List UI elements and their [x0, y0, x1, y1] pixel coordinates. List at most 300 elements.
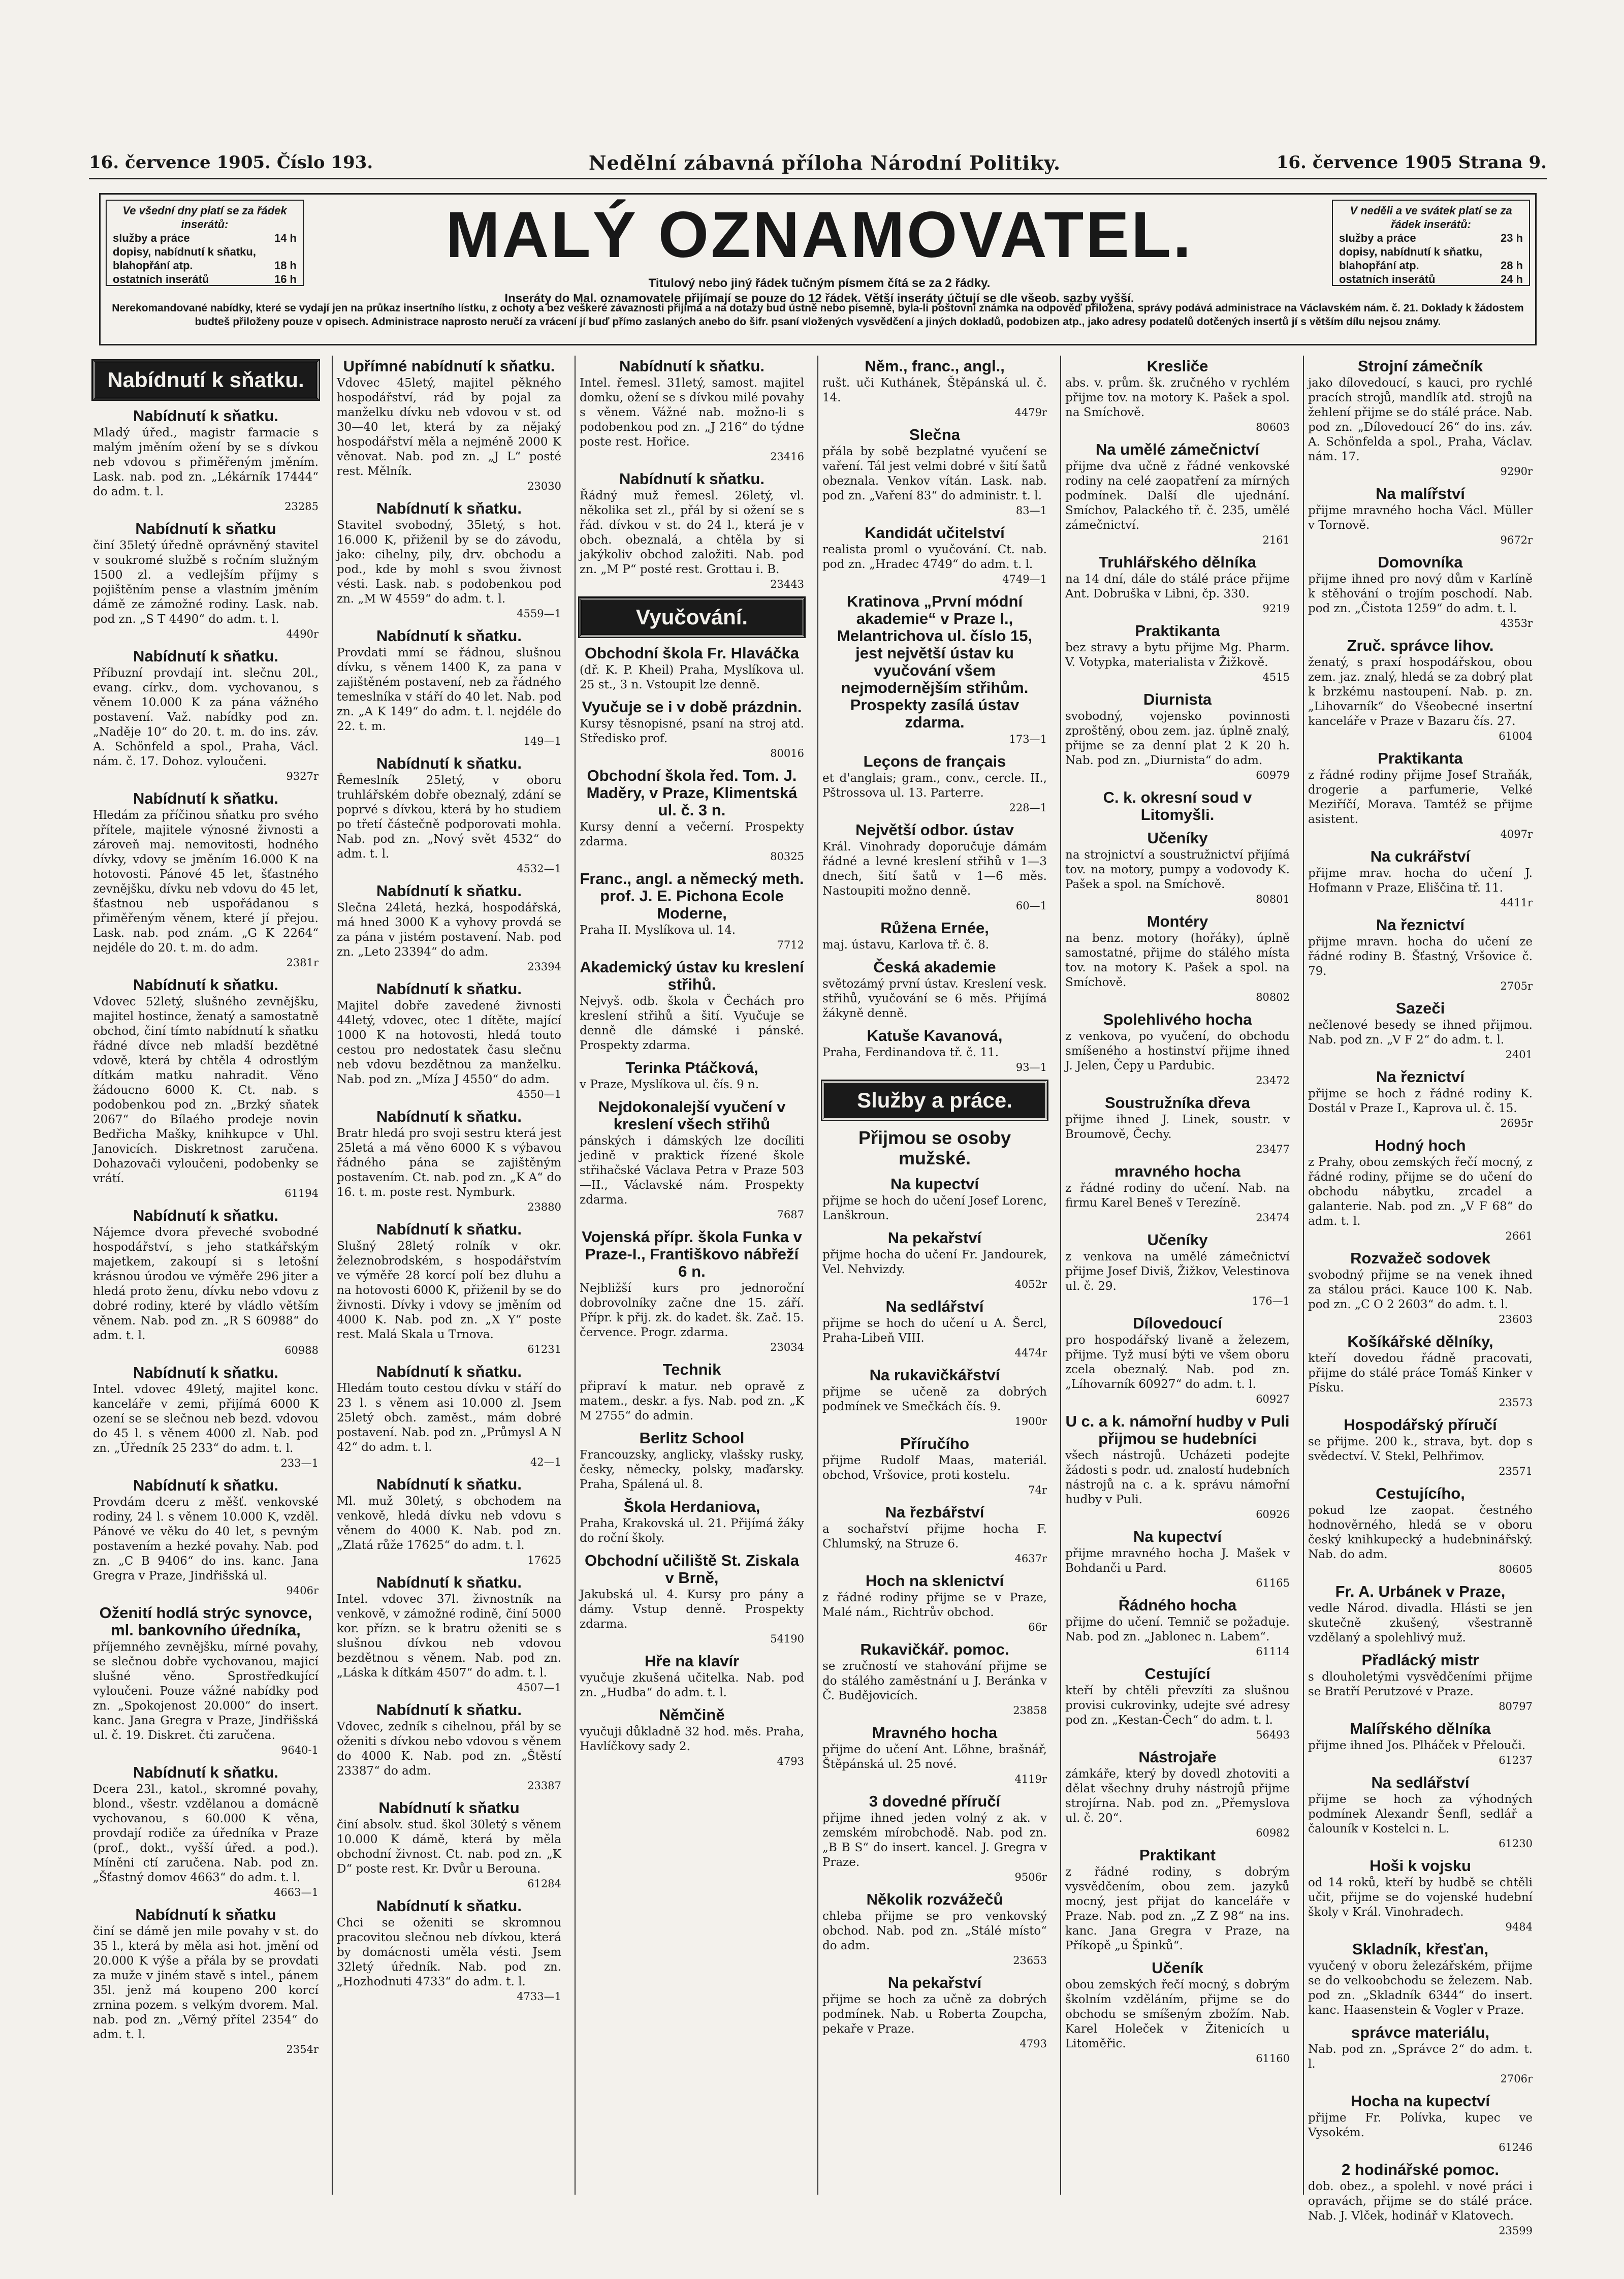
column-3 [575, 356, 808, 2195]
classified-ad [822, 753, 1047, 815]
classified-ad [580, 959, 804, 1053]
classified-ad [1308, 916, 1533, 994]
ad-text: abs. v. prům. šk. zručného v rychlém přijme tov. na motory K. Pašek a spol. na Smíchově. [1065, 376, 1290, 419]
classified-ad [822, 1891, 1047, 1968]
ad-text: přijme se hoch z řádné rodiny K. Dostál v Praze I., Kaprova ul. č. 15. [1308, 1087, 1533, 1115]
ad-code: 7687 [777, 1209, 804, 1221]
ad-code: 4663—1 [274, 1886, 319, 1898]
ad-heading: Na malířství [1376, 485, 1465, 502]
classified-ad [337, 1574, 561, 1695]
ad-heading: Učeníky [1147, 829, 1208, 847]
ad-code: 2401 [1505, 1049, 1533, 1061]
ad-text: činí absolv. stud. škol 30letý s věnem 10.000 K dámě, která by měla obchodní živnost. Ct. nab. pod zn. „K D“ poste rest. Kr. Dvůr u Berouna. [337, 1818, 561, 1876]
ad-code: 60—1 [1015, 900, 1047, 912]
ad-code: 4097r [1500, 828, 1533, 840]
classified-ad [1065, 830, 1290, 907]
ad-text: pro hospodářský livaně a železem, přijme. Tyž musí býti ve všem oboru zcela obeznalý. Nab. pod zn. „Líhovarník 60927“ do adm. t. l. [1065, 1334, 1290, 1391]
ad-heading: Nabídnutí k sňatku [135, 520, 276, 537]
ad-heading: Domovníka [1378, 553, 1463, 571]
classified-ad [822, 593, 1047, 747]
ad-heading: Na umělé zámečnictví [1095, 440, 1260, 458]
ad-text: Provdati mmí se řádnou, slušnou dívku, s věnem 1400 K, za pana v zajištěném postavení, neb za řádného temeslníka v stáří do 40 let. Nab. pod zn. „A K 149“ do adm. t. l. nejdéle do 22. t. m. [337, 646, 561, 733]
ad-text: Vdovec 45letý, majitel pěkného hospodářství, rád by pojal za manželku dívku neb vdovou v st. od 30—40 let, která by za nějaký hospodářství měla a nejméně 2000 K věnovat. Nab. pod zn. „J L“ posté rest. Mělník. [337, 376, 561, 478]
classified-ad [1065, 358, 1290, 435]
ad-code: 80603 [1256, 421, 1290, 433]
ad-heading: 3 dovedné příručí [869, 1792, 1001, 1810]
ad-text: z řádné rodiny přijme Josef Straňák, drogerie a parfumerie, Velké Meziříčí, Morava. Tamtéž se přijme asistent. [1308, 769, 1533, 826]
classified-ad [580, 1498, 804, 1546]
section-services-heading: Služby a práce. [822, 1081, 1047, 1120]
ad-text: přijme Rudolf Maas, materiál. obchod, Vršovice, proti kostelu. [822, 1454, 1047, 1482]
rates-weekday-box [106, 200, 304, 286]
ad-heading: Malířského dělníka [1350, 1720, 1491, 1737]
ad-heading: U c. a k. námořní hudby v Puli přijmou se hudebníci [1065, 1412, 1290, 1447]
ad-heading: C. k. okresní soud v Litomyšli. [1103, 788, 1252, 824]
ad-code: 4479r [1014, 406, 1047, 419]
ad-code: 23387 [527, 1780, 561, 1792]
ad-heading: Praktikant [1139, 1846, 1216, 1864]
classified-ad [337, 755, 561, 876]
ad-heading: Nabídnutí k sňatku [135, 1906, 276, 1923]
ad-code: 2706r [1500, 2073, 1533, 2085]
classified-ad [93, 1477, 319, 1598]
column-6 [1303, 356, 1537, 2237]
column-2 [332, 356, 565, 2195]
ad-text: Dcera 23l., katol., skromné povahy, blond., všestr. vzdělanou a domácně vychovanou, s 60.000 K věna, provdají rodiče za úředníka v Praze (prof., dokt., vyšší úřed. a pod.). Míněni ctí zaručena. Nab. pod zn. „Šťastný domov 4663“ do adm. t. l. [93, 1783, 319, 1884]
ad-code: 4411r [1500, 897, 1533, 909]
classified-ad [1065, 1528, 1290, 1591]
ad-heading: Strojní zámečník [1357, 357, 1483, 375]
ad-text: Praha, Krakovská ul. 21. Přijímá žáky do roční školy. [580, 1517, 804, 1545]
ad-code: 23416 [770, 451, 804, 463]
classified-ad [93, 1906, 319, 2057]
ad-heading: Řádného hocha [1118, 1596, 1237, 1614]
ad-text: přijme mrav. hocha do učení J. Hofmann v Praze, Eliščina tř. 11. [1308, 867, 1533, 895]
classified-ad [1065, 441, 1290, 548]
classified-ad [1308, 1583, 1533, 1645]
ad-code: 23034 [770, 1341, 804, 1353]
classified-ad [1065, 1597, 1290, 1659]
ad-list [337, 358, 561, 2004]
ad-heading: Nabídnutí k sňatku. [619, 357, 765, 375]
classified-ad [1065, 1413, 1290, 1522]
ad-heading: Nabídnutí k sňatku. [133, 1763, 278, 1781]
classified-ad [1065, 554, 1290, 616]
ad-code: 2381r [286, 957, 319, 969]
ad-heading: Na rukavičkářství [869, 1366, 1000, 1384]
ad-code: 2354r [286, 2043, 319, 2055]
ad-text: Nejbližší kurs pro jednoroční dobrovolníky začne dne 15. září. Přípr. k přij. zk. do kadet. šk. Zač. 15. července. Progr. zdarma. [580, 1282, 804, 1339]
ad-code: 60927 [1256, 1393, 1290, 1405]
ad-code: 9672r [1500, 534, 1533, 546]
classified-ad [1065, 1094, 1290, 1157]
header-right: 16. července 1905 Strana 9. [1276, 152, 1547, 173]
ad-text: se zručností ve stahování přijme se do stálého zaměstnání u J. Beránka v Č. Budějovicích. [822, 1660, 1047, 1702]
classified-ad [1308, 1333, 1533, 1410]
ad-code: 4474r [1014, 1347, 1047, 1359]
ad-code: 9290r [1500, 465, 1533, 478]
ad-code: 176—1 [1252, 1295, 1290, 1307]
ad-code: 4052r [1014, 1278, 1047, 1290]
classified-ad [580, 1361, 804, 1423]
ad-heading: Oženití hodlá strýc synovce, ml. bankovního úředníka, [99, 1604, 312, 1639]
ad-code: 23472 [1256, 1074, 1290, 1087]
ad-code: 173—1 [1009, 733, 1047, 745]
ad-code: 61004 [1499, 730, 1533, 742]
ad-heading: Montéry [1147, 912, 1208, 930]
ad-text: vyučuje zkušená učitelka. Nab. pod zn. „Hudba“ do adm. t. l. [580, 1671, 804, 1699]
rates-weekday-row: služby a práce 14 h [113, 232, 297, 244]
ad-code: 83—1 [1015, 504, 1047, 517]
classified-ad [93, 520, 319, 642]
ad-heading: Nabídnutí k sňatku. [133, 976, 278, 994]
ad-heading: Nabídnutí k sňatku. [376, 1107, 522, 1125]
ad-code: 7712 [777, 939, 804, 951]
ad-code: 4559—1 [517, 608, 561, 620]
ad-heading: Nejdokonalejší vyučení v kreslení všech střihů [598, 1098, 786, 1133]
classified-ad [822, 1027, 1047, 1075]
ad-heading: Kandidát učitelství [865, 524, 1005, 542]
ad-text: dob. obez., a spolehl. v nové práci i opravách, přijme se do stálé práce. Nab. J. Vlček, hodinář v Klatovech. [1308, 2180, 1533, 2223]
ad-code: 233—1 [280, 1457, 319, 1469]
ad-heading: Upřímné nabídnutí k sňatku. [343, 357, 555, 375]
ad-code: 228—1 [1009, 802, 1047, 814]
ad-text: v Praze, Myslíkova ul. čís. 9 n. [580, 1078, 759, 1091]
classified-ad [822, 1504, 1047, 1566]
classified-ad [822, 1724, 1047, 1787]
ad-code: 61160 [1256, 2052, 1290, 2065]
classified-ad [1308, 2093, 1533, 2155]
ad-code: 4637r [1014, 1553, 1047, 1565]
ad-code: 23571 [1499, 1465, 1533, 1477]
ad-heading: Hoch na sklenictví [865, 1572, 1004, 1590]
ad-heading: Obchodní škola řed. Tom. J. Maděry, v Praze, Klimentská ul. č. 3 n. [586, 767, 798, 819]
classified-ad [1308, 1774, 1533, 1851]
ad-text: připraví k matur. neb opravě z matem., deskr. a fys. Nab. pod zn. „K M 2755“ do admin. [580, 1380, 804, 1422]
classified-ad [1065, 1749, 1290, 1841]
ad-heading: Nabídnutí k sňatku. [376, 754, 522, 772]
classified-ad [1065, 1231, 1290, 1309]
ad-heading: Fr. A. Urbánek v Praze, [1335, 1582, 1506, 1600]
ad-code: 4119r [1014, 1773, 1047, 1785]
classified-ad [1308, 1720, 1533, 1768]
classified-ad [822, 1229, 1047, 1292]
ad-code: 23880 [527, 1201, 561, 1213]
ad-text: přijme mravného hocha J. Mašek v Bohdanči u Pard. [1065, 1547, 1290, 1575]
ad-heading: Hocha na kupectví [1351, 2092, 1490, 2110]
ad-text: přijme se hoch za učně za dobrých podmínek. Nab. u Roberta Zoupcha, pekaře v Praze. [822, 1993, 1047, 2036]
ad-heading: Nabídnutí k sňatku. [376, 1363, 522, 1380]
classified-ad [580, 1098, 804, 1222]
classified-ad [1308, 554, 1533, 631]
ad-text: Řemeslník 25letý, v oboru truhlářském dobře obeznalý, zdání se poprvé s dívkou, která by ho studiem po třetí částečně podporovati mohla. Nab. pod zn. „Nový svět 4532“ do adm. t. l. [337, 774, 561, 861]
ad-heading: Nabídnutí k sňatku. [133, 407, 278, 425]
ad-heading: Příručího [900, 1435, 970, 1452]
ad-text: Slušný 28letý rolník v okr. železnobrodském, s hospodářstvím ve výměře 28 korcí polí bez dluhu a na hotovosti 6000 K, přiženil by se do živnosti. Dívky i vdovy se jměním od 4000 K. Nab. pod zn. „X Y“ poste rest. Malá Skala u Trnova. [337, 1240, 561, 1341]
classified-ad [1308, 1485, 1533, 1577]
classified-ad [1065, 1959, 1290, 2066]
ad-text: činí 35letý úředně oprávněný stavitel v soukromé službě s ročním služným 1500 zl. a vedlejším příjmy s pojištěním pense a vlastním jměním dámě ze zámožné rodiny. Lask. nab. pod zn. „S T 4490“ do adm. t. l. [93, 539, 319, 626]
classified-ad [580, 870, 804, 953]
classified-ad [1308, 1137, 1533, 1244]
classified-ad [1308, 485, 1533, 548]
ad-heading: Hoši k vojsku [1370, 1857, 1471, 1875]
ad-text: z Prahy, obou zemských řečí mocný, z řádné rodiny, přijme se do učení do obchodu nábytku, zrcadel a galanterie. Nab. pod zn. „V F 68“ do adm. t. l. [1308, 1156, 1533, 1228]
ad-text: Kursy denní a večerní. Prospekty zdarma. [580, 820, 804, 848]
ad-text: Král. Vinohrady doporučuje dámám řádné a levné kreslení střihů v 1—3 dnech, šití šatů v 1—6 měs. Nastoupiti možno denně. [822, 840, 1047, 898]
ad-code: 56493 [1256, 1729, 1290, 1741]
classified-ad [822, 1641, 1047, 1718]
classified-ad [93, 407, 319, 514]
ad-heading: Nabídnutí k sňatku. [133, 789, 278, 807]
ad-heading: Škola Herdaniova, [623, 1498, 760, 1515]
ad-text: zámkáře, který by dovedl zhotoviti a dělat všechny druhy nástrojů přijme strojírna. Nab. pod zn. „Přemyslova ul. č. 20“. [1065, 1767, 1290, 1825]
ad-text: ženatý, s praxí hospodářskou, obou zem. jaz. znalý, hledá se za dobrý plat k brzkému nastoupení. Nab. p. zn. „Lihovarník“ do Všeobecné insertní kanceláře v Praze v Bazaru čís. 27. [1308, 656, 1533, 728]
classified-ad [1308, 2024, 1533, 2086]
ad-text: chleba přijme se pro venkovský obchod. Nab. pod zn. „Stálé místo“ do adm. [822, 1910, 1047, 1952]
ad-heading: Na sedlářství [1371, 1774, 1470, 1791]
ad-heading: Technik [662, 1360, 721, 1378]
ad-code: 9506r [1014, 1871, 1047, 1883]
ad-heading: Na pekařství [887, 1974, 982, 1991]
section-marriage-heading: Nabídnutí k sňatku. [93, 361, 319, 399]
ad-text: Intel. vdovec 37l. živnostník na venkově, v zámožné rodině, činí 5000 kor. přízn. se k bratru oženiti se s slušnou dívkou neb vdovou bezdětnou s věnem. Nab. pod zn. „Láska k dítkám 4507“ do adm. t. l. [337, 1593, 561, 1680]
classified-ad [337, 1221, 561, 1357]
classified-ad [337, 1108, 561, 1215]
ad-code: 23474 [1256, 1212, 1290, 1224]
ad-text: přijme do učení. Temnič se požaduje. Nab. pod zn. „Jablonec n. Labem“. [1065, 1616, 1290, 1643]
ad-code: 23477 [1256, 1143, 1290, 1155]
ad-heading: Skladník, křesťan, [1352, 1940, 1489, 1958]
ad-heading: Cestující [1144, 1665, 1211, 1683]
ad-code: 2161 [1262, 534, 1290, 546]
classified-ad [93, 1764, 319, 1900]
ad-text: přijme ihned pro nový dům v Karlíně k stěhování o trojím poschodí. Nab. pod zn. „Čistota 1259“ do adm. t. l. [1308, 573, 1533, 615]
ad-heading: Leçons de français [863, 752, 1006, 770]
ad-code: 93—1 [1015, 1061, 1047, 1073]
classified-ad [1065, 622, 1290, 685]
ad-heading: Největší odbor. ústav [855, 821, 1014, 839]
ad-code: 60926 [1256, 1508, 1290, 1521]
ad-code: 74r [1028, 1484, 1047, 1496]
ad-heading: Vojenská přípr. škola Funka v Praze-I., Františkovo nábřeží 6 n. [582, 1228, 802, 1280]
ad-heading: Košíkářské dělníky, [1347, 1333, 1493, 1350]
classified-ad [580, 699, 804, 761]
classified-ad [1065, 1163, 1290, 1225]
ad-heading: Praktikanta [1378, 749, 1463, 767]
rates-sunday-row: blahopřání atp. 28 h [1339, 259, 1523, 272]
ad-code: 60979 [1256, 769, 1290, 781]
ad-text: Intel. řemesl. 31letý, samost. majitel domku, ožení se s dívkou milé povahy s věnem. Vážné nab. možno-li s podobenkou pod zn. „J 216“ do týdne poste rest. Hořice. [580, 376, 804, 449]
rates-weekday-row: blahopřání atp. 18 h [113, 259, 297, 272]
classified-ad [1308, 848, 1533, 910]
ad-text: svobodný, vojensko povinnosti zproštěný, obou zem. jaz. úplně znalý, přijme se za denní plat 2 K 20 h. Nab. pod zn. „Diurnista“ do adm. [1065, 710, 1290, 767]
ad-code: 4793 [1020, 2038, 1047, 2050]
ad-list [1308, 358, 1533, 2238]
classified-ad [1065, 1011, 1290, 1088]
classified-ad [580, 1706, 804, 1769]
ad-code: 66r [1028, 1621, 1047, 1633]
classified-ad [580, 1228, 804, 1355]
ad-heading: Praktikanta [1135, 622, 1220, 640]
ad-text: realista proml o vyučování. Ct. nab. pod zn. „Hradec 4749“ do adm. t. l. [822, 543, 1047, 571]
ad-text: přijme mravného hocha Václ. Müller v Tornově. [1308, 504, 1533, 532]
ad-text: Slečna 24letá, hezká, hospodářská, má hned 3000 K a vyhovy provdá se za pána v jistém postavení. Nab. pod zn. „Leto 23394“ do adm. [337, 901, 561, 959]
ad-text: rušt. uči Kuthánek, Štěpánská ul. č. 14. [822, 376, 1047, 404]
ad-code: 42—1 [530, 1456, 561, 1468]
ad-code: 23285 [284, 500, 319, 513]
classified-ad [580, 645, 804, 692]
ad-heading: Na kupectví [1133, 1528, 1222, 1545]
classified-ad [822, 1176, 1047, 1223]
ad-heading: Kratinova „První módní akademie“ v Praze I., Melantrichova ul. číslo 15, jest největší ústav ku vyučování všem nejmodernějším střihům. Prospekty zasílá ústav zdarma. [837, 592, 1033, 731]
classified-ad [1065, 789, 1290, 824]
section-teaching-heading: Vyučování. [580, 598, 804, 637]
ad-code: 80802 [1256, 991, 1290, 1003]
ad-heading: Berlitz School [639, 1429, 745, 1447]
masthead [99, 193, 1537, 345]
classified-ad [93, 1604, 319, 1758]
ad-code: 9640-1 [281, 1744, 319, 1756]
classified-ad [1308, 1250, 1533, 1327]
ad-code: 9484 [1505, 1921, 1533, 1933]
ad-heading: Slečna [909, 426, 960, 444]
ad-heading: Nabídnutí k sňatku. [376, 1475, 522, 1493]
ad-code: 23394 [527, 961, 561, 973]
ad-text: Praha II. Myslíkova ul. 14. [580, 924, 736, 937]
ad-code: 4749—1 [1002, 573, 1047, 585]
classified-ad [1308, 750, 1533, 842]
ad-code: 2661 [1505, 1230, 1533, 1242]
classified-ad [822, 1572, 1047, 1635]
column-5 [1060, 356, 1294, 2195]
classified-ad [337, 358, 561, 494]
ad-text: Nejvyš. odb. škola v Čechách pro kreslení střihů a šití. Vyučuje se denně dle dámské i pánské. Prospekty zdarma. [580, 995, 804, 1052]
classified-ad [1308, 1941, 1533, 2018]
section-men-wanted-heading: Přijmou se osoby mužské. [858, 1127, 1011, 1168]
classified-ad [93, 790, 319, 970]
ad-text: svobodný přijme se na venek ihned za stálou práci. Kauce 100 K. Nab. pod zn. „C O 2 2603“ do adm. t. l. [1308, 1269, 1533, 1311]
ad-code: 9219 [1262, 603, 1290, 615]
classified-ad [337, 1701, 561, 1793]
ad-heading: Na pekařství [887, 1229, 982, 1247]
ad-code: 61237 [1499, 1754, 1533, 1766]
ad-heading: Truhlářského dělníka [1098, 553, 1257, 571]
ad-text: z řádné rodiny přijme se v Praze, Malé nám., Richtrův obchod. [822, 1591, 1047, 1619]
ad-text: přijme dva učně z řádné venkovské rodiny na celé zaopatření za mírných podmínek. Další dle ujednání. Smíchov, Palackého tř. č. 235, umělé zámečnictví. [1065, 460, 1290, 532]
ad-text: kteří dovedou řádně pracovati, přijme do stálé práce Tomáš Kinker v Písku. [1308, 1352, 1533, 1395]
ad-text: přijme se učeně za dobrých podmínek ve Smečkách čís. 9. [822, 1385, 1047, 1413]
ad-heading: Přadlácký mistr [1361, 1651, 1479, 1669]
classified-ad [93, 1207, 319, 1358]
classified-ad [1308, 358, 1533, 479]
ad-code: 4550—1 [517, 1088, 561, 1100]
ad-heading: správce materiálu, [1351, 2023, 1490, 2041]
ad-heading: Nabídnutí k sňatku. [376, 499, 522, 517]
ad-heading: Hodný hoch [1375, 1136, 1466, 1154]
ad-text: Provdám dceru z měšť. venkovské rodiny, 24 l. s věnem 10.000 K, vzděl. Pánové ve věku do 40 let, s pevným postavením a hezké povahy. Nab. pod zn. „C B 9406“ do ins. kanc. Jana Gregra v Praze, Jindřišská ul. [93, 1496, 319, 1582]
ad-text: bez stravy a bytu přijme Mg. Pharm. V. Votypka, materialista v Žižkově. [1065, 641, 1290, 669]
ad-text: přijme ihned Jos. Plháček v Přelouči. [1308, 1739, 1526, 1752]
ad-heading: Němčině [659, 1706, 725, 1724]
ad-code: 1900r [1014, 1415, 1047, 1428]
ad-heading: Nabídnutí k sňatku. [376, 627, 522, 645]
ad-text: Nab. pod zn. „Správce 2“ do adm. t. l. [1308, 2043, 1533, 2071]
ad-code: 17625 [527, 1554, 561, 1566]
classified-ad [822, 1793, 1047, 1885]
ad-code: 23573 [1499, 1397, 1533, 1409]
ad-heading: Mravného hocha [872, 1724, 998, 1742]
ad-list [822, 1176, 1047, 2051]
ad-text: pánských i dámských lze docíliti jedině v praktick řízené škole střihačské Václava Petra v Praze 503—II., Václavské nám. Prospekty zdarma. [580, 1134, 804, 1207]
classified-ad [580, 358, 804, 464]
ad-code: 4490r [286, 628, 319, 640]
ad-heading: Dílovedoucí [1133, 1314, 1222, 1332]
ad-text: Chci se oženiti se skromnou pracovitou slečnou neb dívkou, která by domácnosti uměla vésti. Jsem 32letý úředník. Nab. pod zn. „Hozhodnuti 4733“ do adm. t. l. [337, 1916, 561, 1988]
rates-sunday-row: služby a práce 23 h [1339, 232, 1523, 244]
classified-ad [1308, 637, 1533, 744]
classified-ad [1065, 1847, 1290, 1953]
classified-ad [822, 426, 1047, 518]
classified-ad [822, 920, 1047, 953]
ad-list [93, 407, 319, 2057]
ad-heading: 2 hodinářské pomoc. [1341, 2161, 1500, 2178]
ad-heading: Nabídnutí k sňatku. [133, 1207, 278, 1224]
ad-text: pokud lze zaopat. čestného hodnověrného, hledá se v oboru český knihkupecký a hudebninářský. Nab. do adm. [1308, 1504, 1533, 1561]
header-left: 16. července 1905. Číslo 193. [89, 152, 373, 173]
ad-heading: Vyučuje se i v době prázdnin. [582, 698, 802, 716]
classified-ad [337, 980, 561, 1102]
ad-heading: Nabídnutí k sňatku [378, 1799, 520, 1817]
ad-code: 4733—1 [517, 1990, 561, 2003]
ad-text: Řádný muž řemesl. 26letý, vl. několika set zl., přál by si ožení se s řád. dívkou v st. do 24 l., která je v obch. obeznalá, a chtěla by si jakýkoliv obchod založiti. Nab. pod zn. „M P“ posté rest. Grottau i. B. [580, 489, 804, 576]
ad-text: Hledám touto cestou dívku v stáří do 23 l. s věnem asi 10.000 zl. Jsem 25letý obch. zaměst., mám dobré postavení. Nab. pod zn. „Průmysl A N 42“ do adm. t. l. [337, 1382, 561, 1454]
classified-ad [93, 976, 319, 1201]
ad-text: činí se dámě jen mile povahy v st. do 35 l., která by měla asi hot. jmění od 20.000 K výše a přála by se provdati za muže v jiném stavě s intel., pánem 35l. jenž má koupeno 200 korcí zrnina pozem. s velkým dvorem. Mal. nab. pod zn. „Věrný přítel 2354“ do adm. t. l. [93, 1925, 319, 2041]
ad-code: 61230 [1499, 1838, 1533, 1850]
ad-heading: Zruč. správce lihov. [1347, 637, 1494, 654]
classified-ad [1065, 913, 1290, 1005]
ad-heading: Nabídnutí k sňatku. [376, 1701, 522, 1719]
ad-code: 23443 [770, 578, 804, 590]
ad-code: 23653 [1013, 1954, 1047, 1967]
ad-code: 23858 [1013, 1704, 1047, 1717]
header-center: Nedělní zábavná příloha Národní Politiky. [588, 151, 1061, 174]
ad-text: přála by sobě bezplatné vyučení se vaření. Tál jest velmi dobré v šití šatů obeznala. Venkov vítán. Lask. nab. pod zn. „Vaření 83“ do administr. t. l. [822, 445, 1047, 502]
ad-heading: Nabídnutí k sňatku. [133, 647, 278, 665]
ad-code: 61284 [527, 1878, 561, 1890]
ad-heading: Diurnista [1143, 690, 1212, 708]
classified-ad [822, 358, 1047, 420]
ad-text: z venkova, po vyučení, do obchodu smíšeného a hostinství přijme ihned J. Jelen, Čepy u Pardubic. [1065, 1030, 1290, 1072]
classified-ad [93, 648, 319, 784]
ad-code: 9406r [286, 1585, 319, 1597]
ad-code: 4507—1 [517, 1682, 561, 1694]
ad-text: Vdovec 52letý, slušného zevnějšku, majitel hostince, ženatý a samostatně obchod, činí tímto nabídnutí k sňatku řádné dívce neb mladší bezdětné vdově, která by chtěla 4 odrostlým dítkám matku nahradit. Věno žádoucno 6000 K. Ct. nab. s podobenkou pod zn. „Brzký sňatek 2067“ do Bílaého prodeje novin Bedřicha Mašky, knihkupce v Uhl. Janovicích. Diskretnost zaručena. Dohazovači vyloučeni, podobenky se vrátí. [93, 995, 319, 1185]
ad-text: kteří by chtěli převzíti za slušnou provisi cukrovinky, udejte své adresy pod zn. „Kestan-Čech“ do adm. t. l. [1065, 1684, 1290, 1727]
ad-code: 2695r [1500, 1117, 1533, 1129]
classified-ad [822, 524, 1047, 587]
ad-text: Mladý úřed., magistr farmacie s malým jměním ožení by se s dívkou neb vdovou s přiměřeným jměním. Lask. nab. pod zn. „Lékárník 17444“ do adm. t. l. [93, 426, 319, 498]
ad-heading: Učeník [1152, 1959, 1203, 1977]
ad-text: přijme se hoch do učení Josef Lorenc, Lanškroun. [822, 1194, 1047, 1222]
ad-text: obou zemských řečí mocný, s dobrým školním vzděláním, přijme se do obchodu se smíšeným zbožím. Nab. Karel Holeček v Žitenicích u Litoměřic. [1065, 1978, 1290, 2050]
ad-heading: Nabídnutí k sňatku. [376, 882, 522, 900]
ad-code: 149—1 [523, 735, 561, 747]
ad-text: přijme hocha do učení Fr. Jandourek, Vel. Nehvizdy. [822, 1248, 1047, 1276]
classified-ad [580, 1653, 804, 1700]
classified-ad [580, 1430, 804, 1492]
